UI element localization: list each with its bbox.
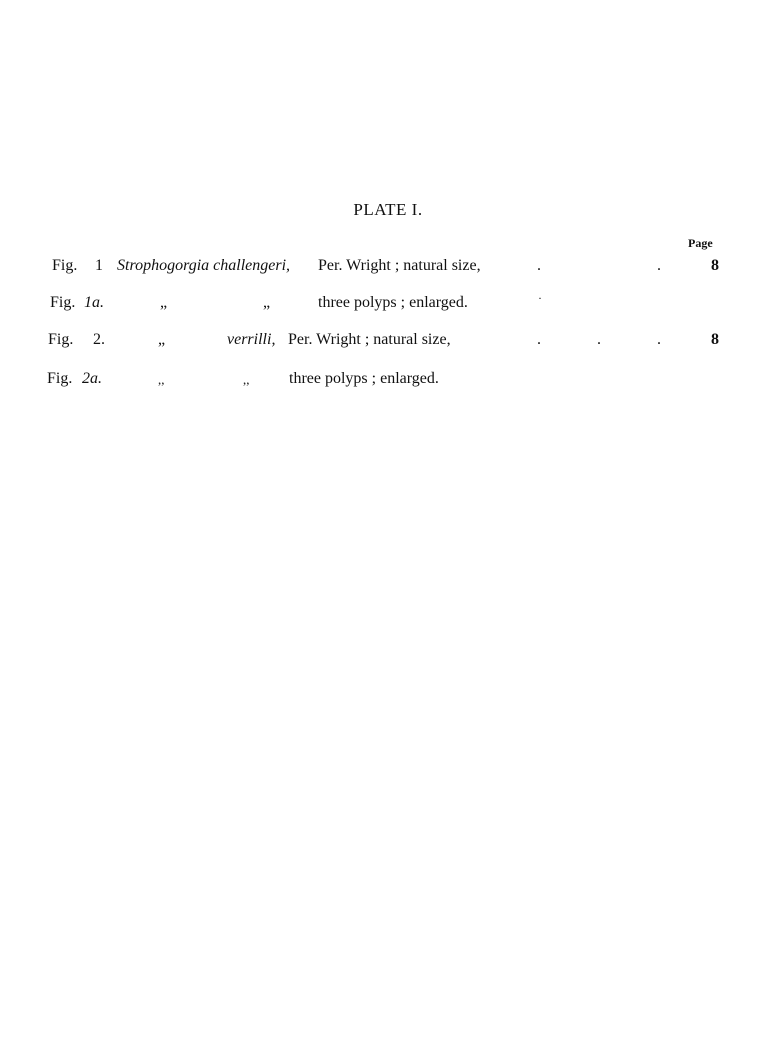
leader-dot: . (597, 331, 601, 348)
page-number: 8 (711, 331, 719, 348)
ditto-mark: ,, (158, 372, 165, 387)
entry-description: Per. Wright ; natural size, (288, 331, 451, 348)
fig-number: 2. (93, 331, 105, 348)
entry-description: three polyps ; enlarged. (289, 370, 439, 387)
ditto-mark: „ (160, 294, 168, 311)
fig-label: Fig. (48, 331, 74, 348)
fig-label: Fig. (52, 257, 78, 274)
fig-label: Fig. (47, 370, 73, 387)
ditto-mark: „ (263, 294, 271, 311)
fig-number: 2a. (82, 370, 102, 387)
fig-number: 1a. (84, 294, 104, 311)
species-name: verrilli, (227, 331, 276, 348)
leader-dot: . (537, 257, 541, 274)
entry-description: Per. Wright ; natural size, (318, 257, 481, 274)
fig-number: 1 (95, 257, 103, 274)
leader-dot: . (537, 331, 541, 348)
page-number: 8 (711, 257, 719, 274)
species-name: Strophogorgia challengeri, (117, 257, 291, 274)
plate-title: PLATE I. (353, 200, 423, 219)
page-column-header: Page (688, 236, 713, 250)
ditto-mark: „ (158, 331, 166, 348)
entry-description: three polyps ; enlarged. (318, 294, 468, 311)
ditto-mark: ,, (243, 372, 250, 387)
leader-dot: · (538, 291, 542, 305)
fig-label: Fig. (50, 294, 76, 311)
leader-dot: . (657, 331, 661, 348)
leader-dot: . (657, 257, 661, 274)
